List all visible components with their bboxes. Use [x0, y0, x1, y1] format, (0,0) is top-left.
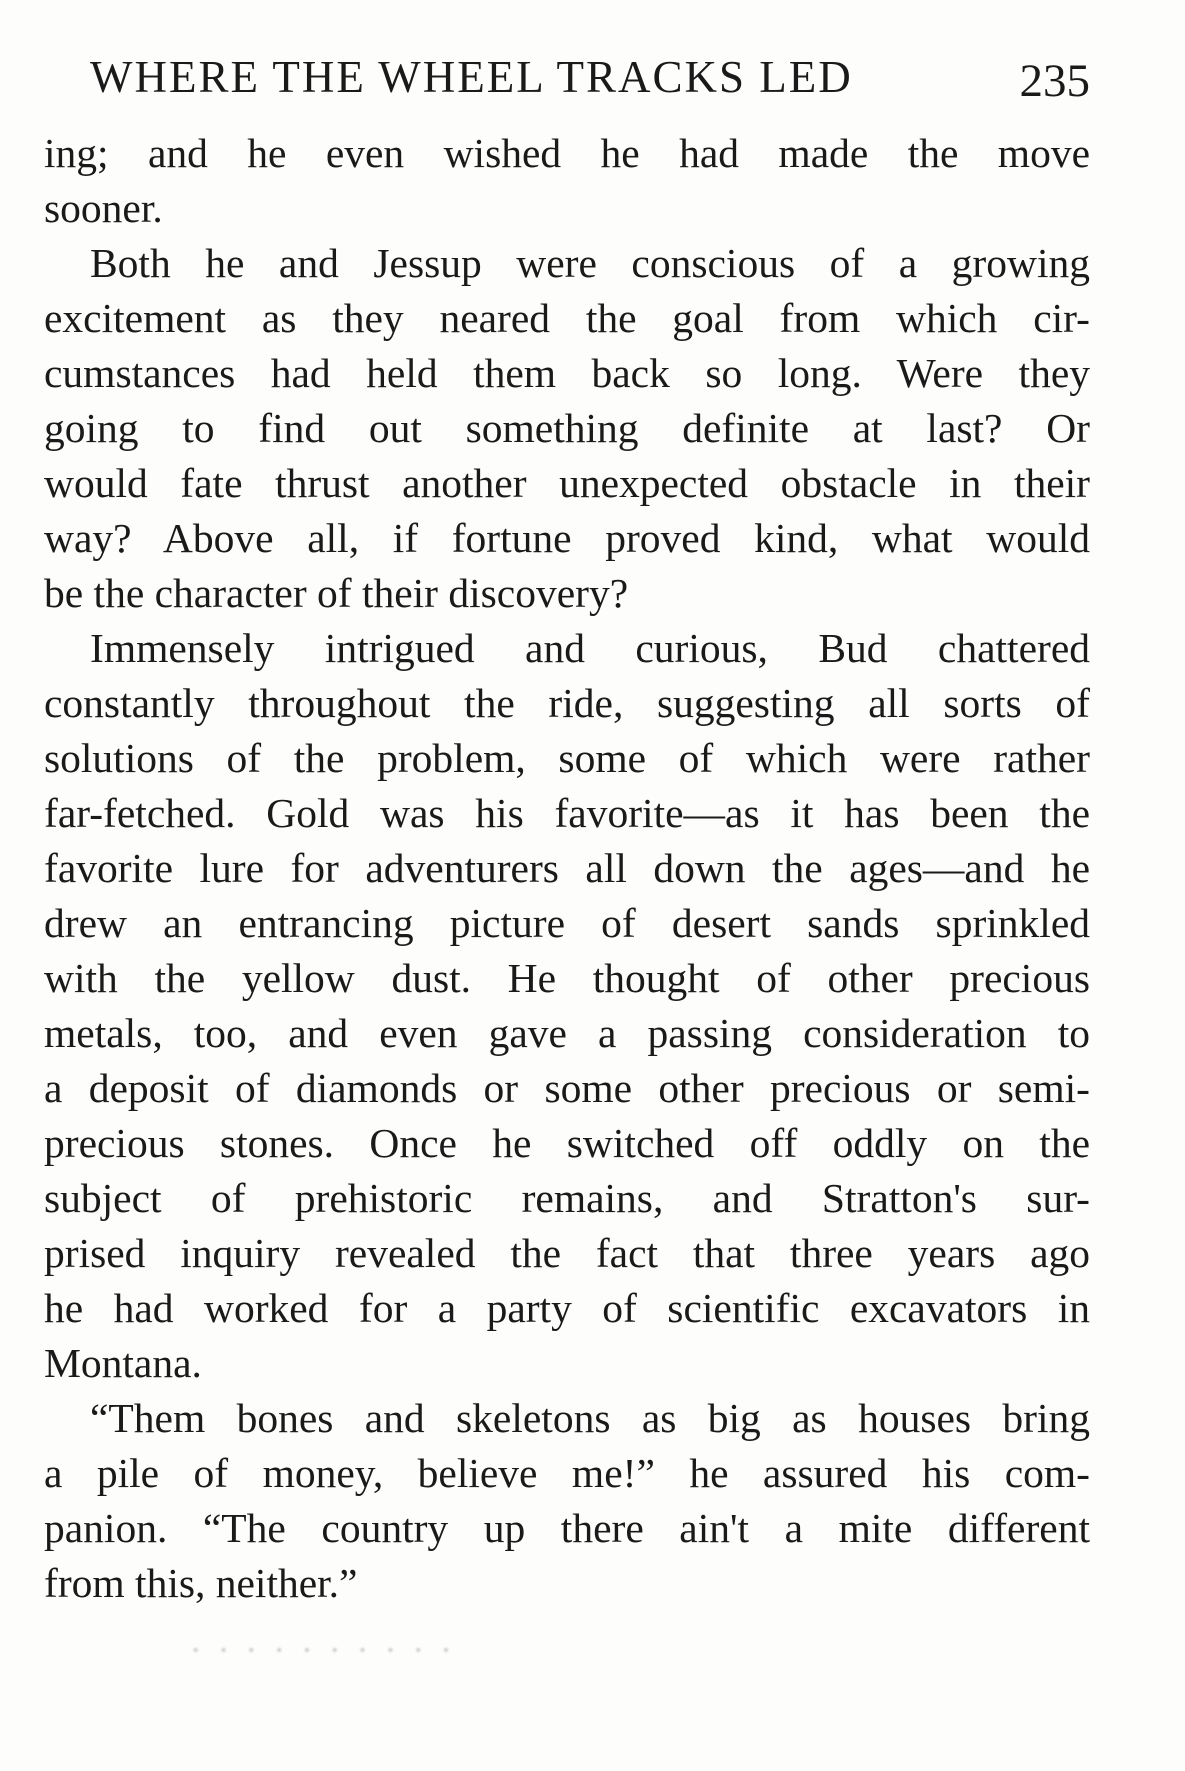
text-line: panion. “The country up there ain't a mite different [44, 1505, 1090, 1551]
text-line: sooner. [44, 185, 163, 231]
text-line: way? Above all, if fortune proved kind, what would [44, 515, 1090, 561]
text-line: a pile of money, believe me!” he assured his com- [44, 1450, 1090, 1496]
text-line: metals, too, and even gave a passing consideration to [44, 1010, 1090, 1056]
text-line: from this, neither.” [44, 1560, 358, 1606]
text-line: a deposit of diamonds or some other precious or semi- [44, 1065, 1090, 1111]
running-title: WHERE THE WHEEL TRACKS LED [90, 52, 853, 102]
text-line: solutions of the problem, some of which were rather [44, 735, 1090, 781]
page-number: 235 [1019, 55, 1090, 107]
show-through-smudge: · · · · · · · · · · [190, 1631, 456, 1668]
text-line: Montana. [44, 1340, 202, 1386]
text-line: prised inquiry revealed the fact that three years ago [44, 1230, 1090, 1276]
body-text [44, 126, 1090, 1611]
text-line: cumstances had held them back so long. Were they [44, 350, 1090, 396]
running-header [90, 42, 1090, 112]
text-line: precious stones. Once he switched off oddly on the [44, 1120, 1090, 1166]
text-line: far-fetched. Gold was his favorite—as it has been the [44, 790, 1090, 836]
text-line: Both he and Jessup were conscious of a growing [90, 240, 1090, 286]
text-line: “Them bones and skeletons as big as houses bring [90, 1395, 1090, 1441]
text-line: he had worked for a party of scientific excavators in [44, 1285, 1090, 1331]
text-line: going to find out something definite at last? Or [44, 405, 1090, 451]
text-line: Immensely intrigued and curious, Bud chattered [90, 625, 1090, 671]
text-line: subject of prehistoric remains, and Stratton's sur- [44, 1175, 1090, 1221]
text-line: constantly throughout the ride, suggesting all sorts of [44, 680, 1090, 726]
text-line: would fate thrust another unexpected obstacle in their [44, 460, 1090, 506]
text-line: excitement as they neared the goal from which cir- [44, 295, 1090, 341]
text-line: be the character of their discovery? [44, 570, 629, 616]
text-line: with the yellow dust. He thought of other precious [44, 955, 1090, 1001]
text-line: drew an entrancing picture of desert sands sprinkled [44, 900, 1090, 946]
text-line: favorite lure for adventurers all down the ages—and he [44, 845, 1090, 891]
text-line: ing; and he even wished he had made the move [44, 130, 1090, 176]
